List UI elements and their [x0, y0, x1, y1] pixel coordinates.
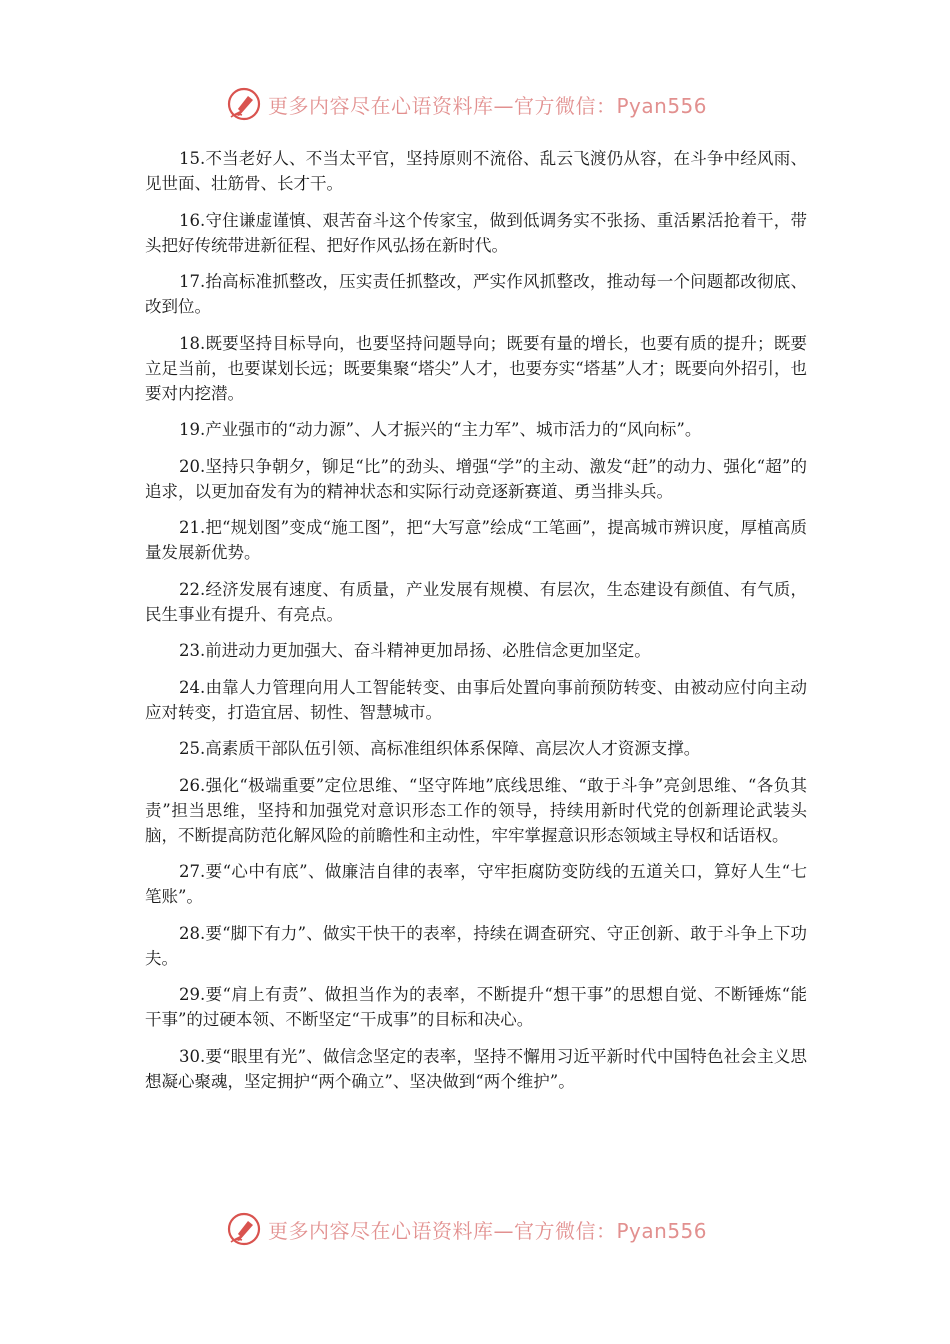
paragraph-23: 23.前进动力更加强大、奋斗精神更加昂扬、必胜信念更加坚定。	[179, 641, 651, 660]
paragraph-26: 26.强化“极端重要”定位思维、“坚守阵地”底线思维、“敢于斗争”亮剑思维、“各负其责”担当思维，坚持和加强党对意识形态工作的领导，持续用新时代党的创新理论武装头脑，不断提高防范化解风险的前瞻性和主动性，牢牢掌握意识形态领域主导权和话语权。	[145, 775, 807, 845]
pen-nib-icon	[226, 1211, 262, 1247]
paragraph-22: 22.经济发展有速度、有质量，产业发展有规模、有层次，生态建设有颜值、有气质，民生事业有提升、有亮点。	[145, 579, 807, 624]
pen-nib-icon	[226, 86, 262, 122]
banner-text: 更多内容尽在心语资料库—官方微信：Pyan556	[268, 1218, 708, 1243]
document-body	[145, 146, 807, 1105]
paragraph-16: 16.守住谦虚谨慎、艰苦奋斗这个传家宝，做到低调务实不张扬、重活累活抢着干，带头把好传统带进新征程、把好作风弘扬在新时代。	[145, 210, 807, 255]
paragraph-25: 25.高素质干部队伍引领、高标准组织体系保障、高层次人才资源支撑。	[179, 739, 701, 758]
paragraph-19: 19.产业强市的“动力源”、人才振兴的“主力军”、城市活力的“风向标”。	[179, 420, 702, 439]
paragraph-28: 28.要“脚下有力”、做实干快干的表率，持续在调查研究、守正创新、敢于斗争上下功夫。	[145, 923, 807, 968]
paragraph-27: 27.要“心中有底”、做廉洁自律的表率，守牢拒腐防变防线的五道关口，算好人生“七笔账”。	[145, 862, 807, 906]
paragraph-30: 30.要“眼里有光”、做信念坚定的表率，坚持不懈用习近平新时代中国特色社会主义思想凝心聚魂，坚定拥护“两个确立”、坚决做到“两个维护”。	[145, 1046, 807, 1091]
paragraph-20: 20.坚持只争朝夕，铆足“比”的劲头、增强“学”的主动、激发“赶”的动力、强化“超”的追求，以更加奋发有为的精神状态和实际行动竞逐新赛道、勇当排头兵。	[145, 456, 807, 501]
paragraph-15: 15.不当老好人、不当太平官，坚持原则不流俗、乱云飞渡仍从容，在斗争中经风雨、见世面、壮筋骨、长才干。	[145, 149, 807, 193]
paragraph-17: 17.抬高标准抓整改，压实责任抓整改，严实作风抓整改，推动每一个问题都改彻底、改到位。	[145, 272, 807, 316]
banner-text: 更多内容尽在心语资料库—官方微信：Pyan556	[268, 93, 708, 118]
paragraph-18: 18.既要坚持目标导向，也要坚持问题导向；既要有量的增长，也要有质的提升；既要立足当前，也要谋划长远；既要集聚“塔尖”人才，也要夯实“塔基”人才；既要向外招引，也要对内挖潜。	[145, 333, 807, 403]
paragraph-24: 24.由靠人力管理向用人工智能转变、由事后处置向事前预防转变、由被动应付向主动应对转变，打造宜居、韧性、智慧城市。	[145, 677, 807, 722]
paragraph-21: 21.把“规划图”变成“施工图”，把“大写意”绘成“工笔画”，提高城市辨识度，厚植高质量发展新优势。	[145, 518, 807, 562]
header-banner	[226, 84, 746, 124]
footer-banner	[226, 1209, 746, 1249]
paragraph-29: 29.要“肩上有责”、做担当作为的表率，不断提升“想干事”的思想自觉、不断锤炼“能干事”的过硬本领、不断坚定“干成事”的目标和决心。	[145, 985, 807, 1029]
